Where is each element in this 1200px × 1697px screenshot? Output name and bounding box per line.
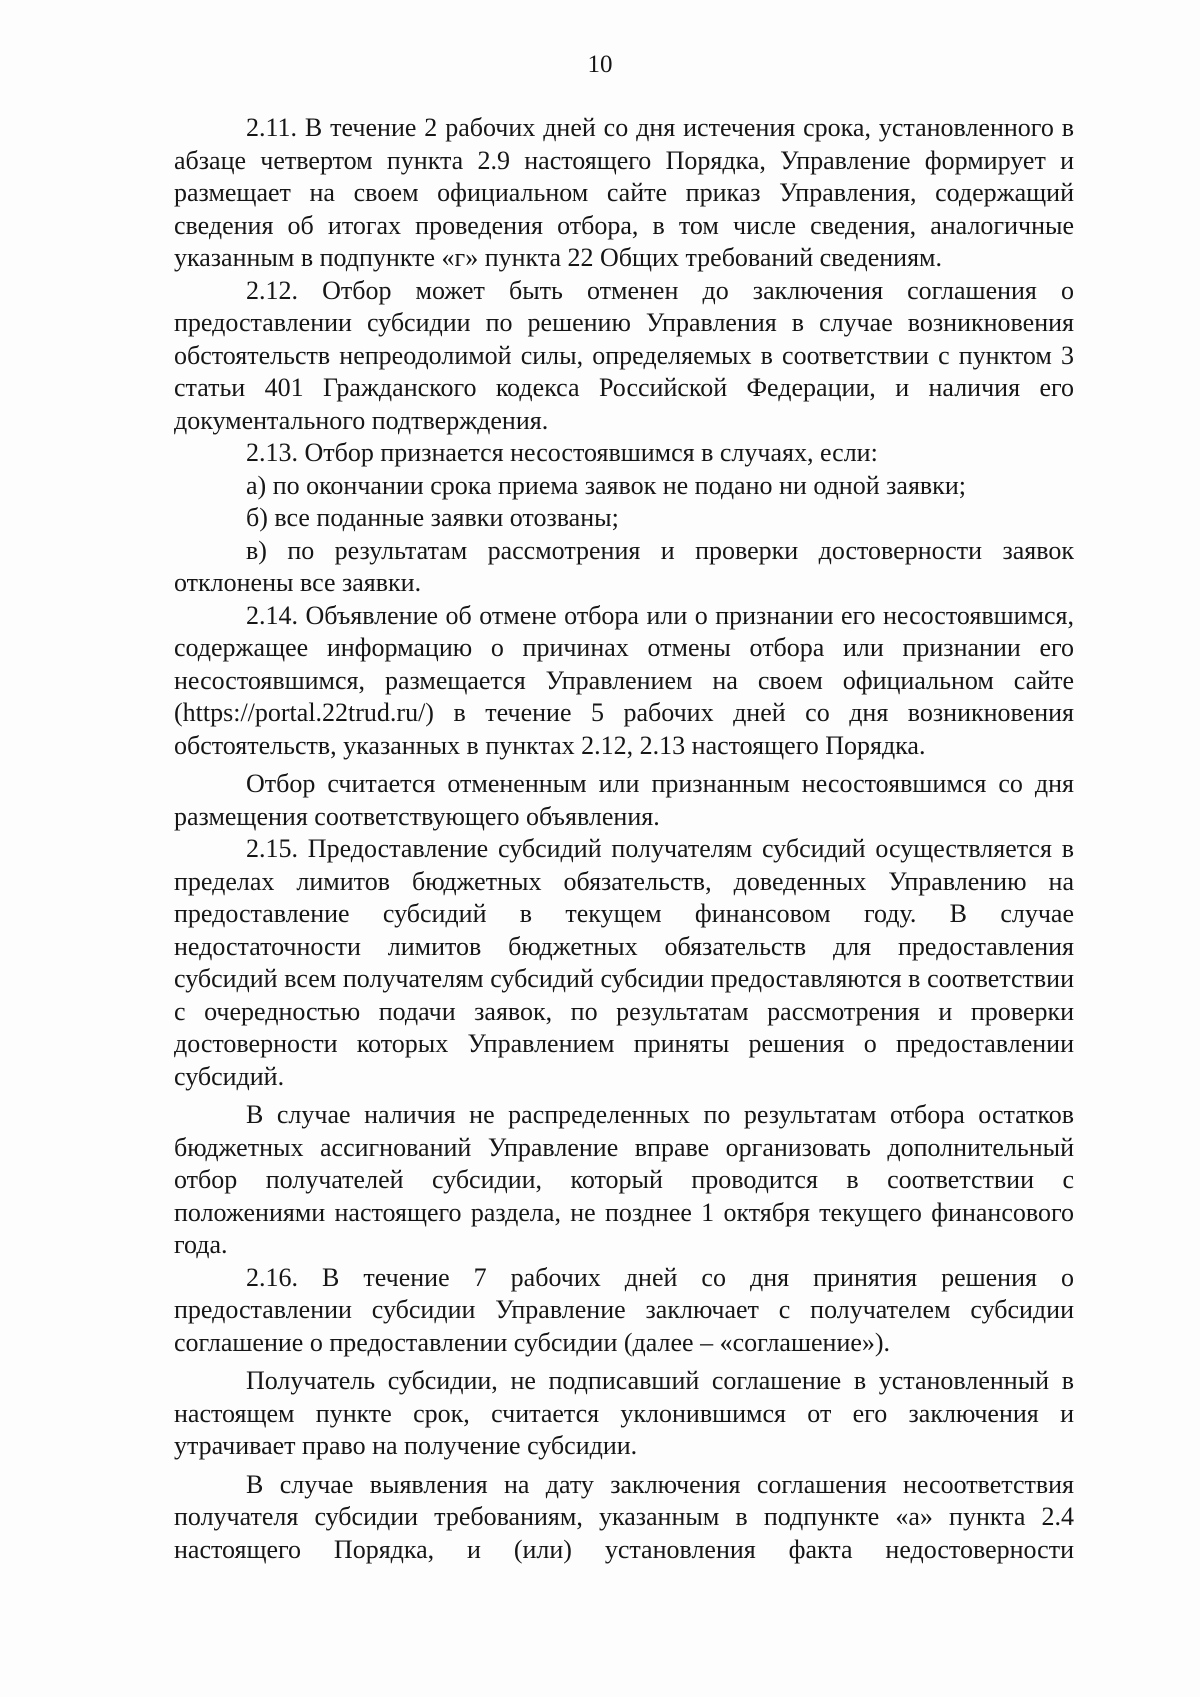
paragraph-2-13: 2.13. Отбор признается несостоявшимся в случаях, если: [246, 438, 878, 467]
document-body [174, 112, 1074, 1566]
paragraph-2-14: 2.14. Объявление об отмене отбора или о признании его несостоявшимся, содержащее информацию о причинах отмены отбора или признании его несостоявшимся, размещается Управлением на своем официальном сайте (https://portal.22trud.ru/) в течение 5 рабочих дней со дня возникновения обстоятельств, указанных в пунктах 2.12, 2.13 настоящего Порядка. [174, 600, 1074, 760]
paragraph-2-15: 2.15. Предоставление субсидий получателям субсидий осуществляется в пределах лимитов бюджетных обязательств, доведенных Управлению на предоставление субсидий в текущем финансовом году. В случае недостаточности лимитов бюджетных обязательств для предоставления субсидий всем получателям субсидий субсидии предоставляются в соответствии с очередностью подачи заявок, по результатам рассмотрения и проверки достоверности которых Управлением приняты решения о предоставлении субсидий. [174, 834, 1074, 1091]
paragraph-2-16: 2.16. В течение 7 рабочих дней со дня принятия решения о предоставлении субсидии Управление заключает с получателем субсидии соглашение о предоставлении субсидии (далее – «соглашение»). [174, 1262, 1074, 1357]
paragraph-2-11: 2.11. В течение 2 рабочих дней со дня истечения срока, установленного в абзаце четвертом пункта 2.9 настоящего Порядка, Управление формирует и размещает на своем официальном сайте приказ Управления, содержащий сведения об итогах проведения отбора, в том числе сведения, аналогичные указанным в подпункте «г» пункта 22 Общих требований сведениям. [174, 113, 1074, 272]
paragraph-2-16-final: В случае выявления на дату заключения соглашения несоответствия получателя субсидии требованиям, указанным в подпункте «а» пункта 2.4 настоящего Порядка, и (или) установления факта недостоверности [174, 1469, 1074, 1564]
paragraph-2-13-item-v: в) по результатам рассмотрения и проверки достоверности заявок отклонены все заявки. [174, 535, 1074, 597]
page-number: 10 [587, 51, 613, 78]
paragraph-2-12: 2.12. Отбор может быть отменен до заключения соглашения о предоставлении субсидии по решению Управления в случае возникновения обстоятельств непреодолимой силы, определяемых в соответствии с пунктом 3 статьи 401 Гражданского кодекса Российской Федерации, и наличия его документального подтверждения. [174, 275, 1074, 435]
paragraph-2-13-item-b: б) все поданные заявки отозваны; [246, 503, 619, 532]
paragraph-2-14-continued: Отбор считается отмененным или признанным несостоявшимся со дня размещения соответствующего объявления. [174, 769, 1074, 831]
paragraph-2-16-continued: Получатель субсидии, не подписавший соглашение в установленный в настоящем пункте срок, считается уклонившимся от его заключения и утрачивает право на получение субсидии. [174, 1366, 1074, 1460]
paragraph-2-13-item-a: а) по окончании срока приема заявок не подано ни одной заявки; [246, 470, 966, 500]
paragraph-2-15-continued: В случае наличия не распределенных по результатам отбора остатков бюджетных ассигнований Управление вправе организовать дополнительный отбор получателей субсидии, который проводится в соответствии с положениями настоящего раздела, не позднее 1 октября текущего финансового года. [174, 1100, 1074, 1259]
